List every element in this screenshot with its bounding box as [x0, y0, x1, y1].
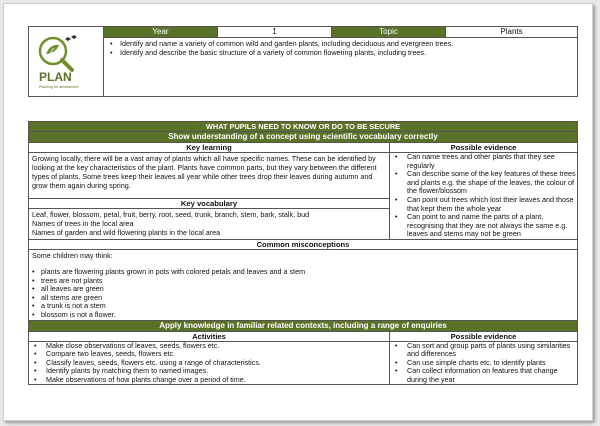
logo-cell [29, 27, 104, 97]
aim-item: • Identify and name a variety of common wild and garden plants, including deciduous and evergreen trees. [110, 39, 577, 48]
activities-list [29, 342, 389, 385]
topic-label: Topic [332, 27, 446, 38]
misconceptions-heading: Common misconceptions [29, 239, 578, 249]
evidence2-cell [390, 341, 578, 385]
activity-item: • Identify plants by matching them to named images. [29, 367, 389, 376]
section1-heading: Show understanding of a concept using scientific vocabulary correctly [29, 132, 578, 143]
evidence2-heading: Possible evidence [390, 331, 578, 341]
main-heading: WHAT PUPILS NEED TO KNOW OR DO TO BE SECURE [29, 122, 578, 132]
document-page [3, 3, 593, 421]
plan-logo-icon [29, 27, 103, 93]
evidence-heading: Possible evidence [390, 143, 578, 153]
aims-list [110, 39, 577, 57]
activities-heading: Activities [29, 331, 390, 341]
misconceptions-cell [29, 249, 578, 320]
topic-value: Plants [446, 27, 578, 38]
main-table [28, 121, 578, 385]
evidence2-item: • Can use simple charts etc. to identify plants [390, 359, 577, 368]
evidence-item: • Can name trees and other plants that they see regularly [390, 153, 577, 170]
evidence2-item: • Can collect information on features that change during the year [390, 367, 577, 384]
vocab-line: Leaf, flower, blossom, petal, fruit, berry, root, seed, trunk, branch, stem, bark, stalk, bud [32, 210, 310, 219]
logo-name: PLAN [39, 70, 72, 84]
evidence-item: • Can describe some of the key features of these trees and plants e.g. the shape of the leaves, the colour of the flower/blossom [390, 170, 577, 196]
aims-cell [104, 38, 578, 97]
misconception-item: • trees are not plants [29, 277, 577, 286]
section2-heading: Apply knowledge in familiar related contexts, including a range of enquiries [29, 320, 578, 331]
year-value: 1 [218, 27, 332, 38]
key-learning-text: Growing locally, there will be a vast array of plants which all have specific names. These can be identified by looking at the key characteristics of the plant. Plants have common parts, but they vary between the different types of plants. Some trees keep their leaves all year while other trees drop their leaves during autumn and grow them again during spring. [32, 154, 377, 190]
misconception-item: • all leaves are green [29, 285, 577, 294]
key-learning-cell [29, 153, 390, 240]
evidence-item: • Can point out trees which lost their leaves and those that kept them the whole year [390, 196, 577, 213]
header-table [28, 26, 578, 97]
misconceptions-list [29, 268, 577, 320]
evidence-item: • Can point to and name the parts of a plant, recognising that they are not always the same e.g. leaves and stems may not be green [390, 213, 577, 239]
main-section [28, 121, 578, 385]
activity-item: • Make close observations of leaves, seeds, flowers etc. [29, 342, 389, 351]
header-section [28, 26, 578, 97]
misconception-item: • blossom is not a flower. [29, 311, 577, 320]
vocab-line: Names of garden and wild flowering plants in the local area [32, 228, 221, 237]
activities-cell [29, 341, 390, 385]
vocab-line: Names of trees in the local area [32, 219, 134, 228]
vocab-text [29, 209, 389, 238]
key-learning-heading: Key learning [29, 143, 390, 153]
activity-item: • Classify leaves, seeds, flowers etc. using a range of characteristics. [29, 359, 389, 368]
evidence-list [390, 153, 577, 239]
misconception-item: • a trunk is not a stem [29, 302, 577, 311]
aim-item: • Identify and describe the basic structure of a variety of common flowering plants, including trees. [110, 48, 577, 57]
year-label: Year [104, 27, 218, 38]
logo-tagline: Planning for assessment [39, 85, 79, 89]
misconception-item: • all stems are green [29, 294, 577, 303]
evidence2-list [390, 342, 577, 385]
evidence2-item: • Can sort and group parts of plants using similarities and differences [390, 342, 577, 359]
activity-item: • Make observations of how plants change over a period of time. [29, 376, 389, 385]
evidence-cell [390, 153, 578, 240]
misconceptions-intro: Some children may think: [32, 250, 113, 260]
vocab-heading: Key vocabulary [29, 198, 389, 209]
activity-item: • Compare two leaves, seeds, flowers etc. [29, 350, 389, 359]
misconception-item: • plants are flowering plants grown in pots with colored petals and leaves and a stem [29, 268, 577, 277]
